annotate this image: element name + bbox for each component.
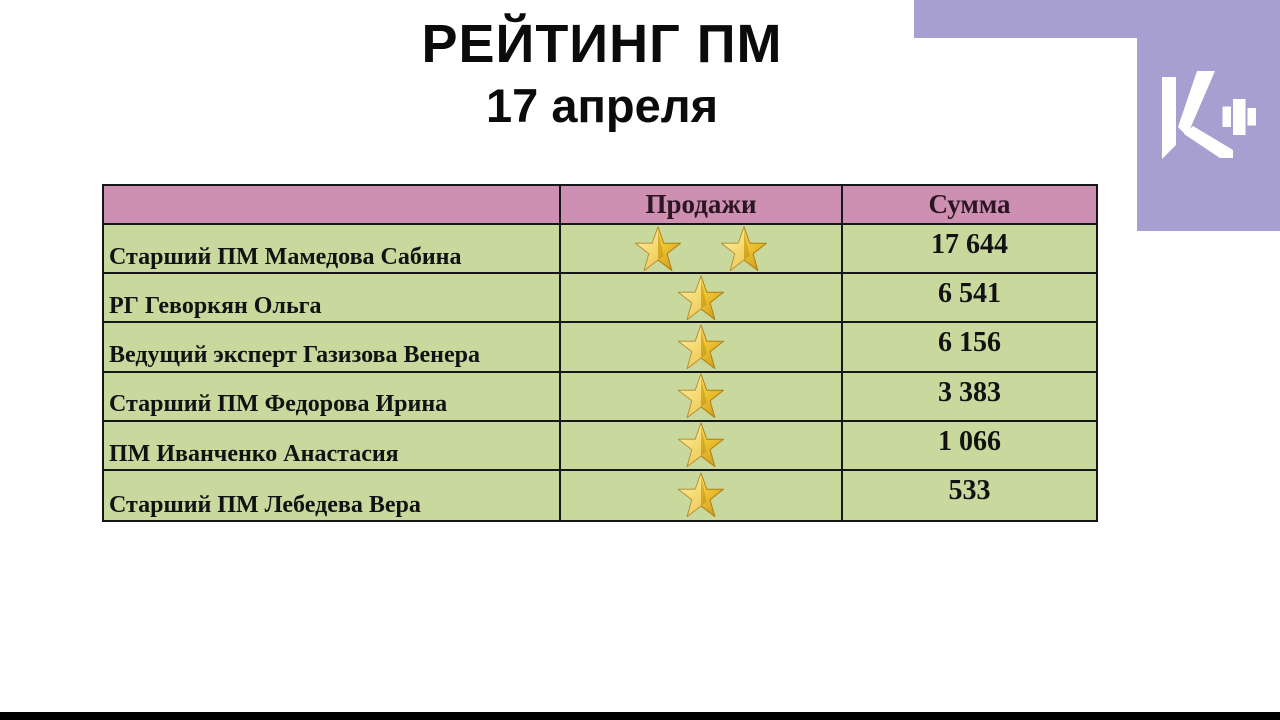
- sum-value: 6 541: [843, 274, 1096, 323]
- sum-value: 1 066: [843, 422, 1096, 471]
- title-main: РЕЙТИНГ ПМ: [421, 14, 783, 74]
- sum-value: 3 383: [843, 373, 1096, 422]
- sum-value: 533: [843, 471, 1096, 520]
- sum-value: 17 644: [843, 225, 1096, 274]
- sales-stars: [561, 274, 843, 323]
- star-icon: [677, 472, 725, 518]
- kplus-logo: [1162, 71, 1256, 159]
- star-icon: [634, 226, 682, 272]
- sales-stars: [561, 373, 843, 422]
- sales-stars: [561, 422, 843, 471]
- star-icon: [677, 373, 725, 419]
- employee-name: Старший ПМ Мамедова Сабина: [104, 225, 561, 274]
- sales-stars: [561, 225, 843, 274]
- title-date: 17 апреля: [486, 79, 718, 132]
- sales-stars: [561, 471, 843, 520]
- star-icon: [677, 422, 725, 468]
- employee-name: Старший ПМ Федорова Ирина: [104, 373, 561, 422]
- employee-name: РГ Геворкян Ольга: [104, 274, 561, 323]
- ratings-table: [102, 184, 1098, 522]
- column-header-sales: Продажи: [561, 186, 843, 225]
- sales-stars: [561, 323, 843, 372]
- column-header-name: [104, 186, 561, 225]
- sum-value: 6 156: [843, 323, 1096, 372]
- employee-name: Ведущий эксперт Газизова Венера: [104, 323, 561, 372]
- employee-name: ПМ Иванченко Анастасия: [104, 422, 561, 471]
- star-icon: [677, 324, 725, 370]
- employee-name: Старший ПМ Лебедева Вера: [104, 471, 561, 520]
- brand-strip: [914, 0, 1280, 38]
- star-icon: [720, 226, 768, 272]
- column-header-sum: Сумма: [843, 186, 1096, 225]
- star-icon: [677, 275, 725, 321]
- footer-bar: [0, 712, 1280, 720]
